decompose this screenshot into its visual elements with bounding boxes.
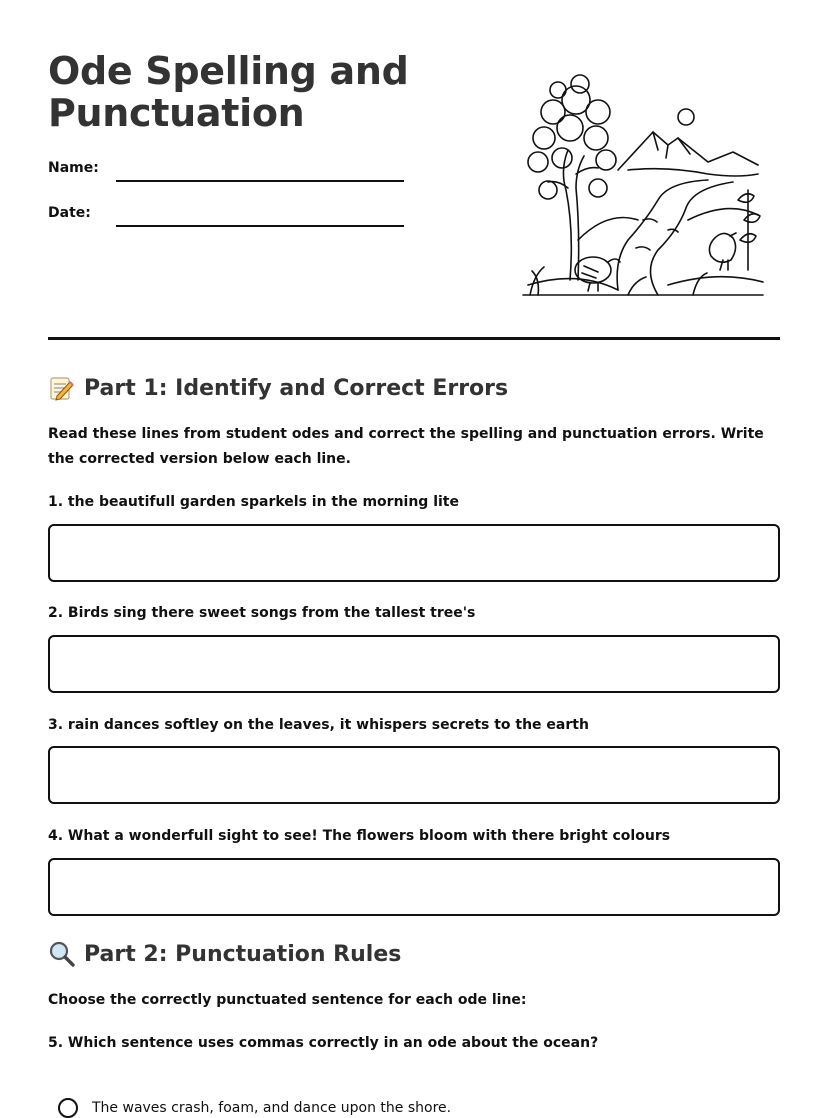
option-5a-label: The waves crash, foam, and dance upon the shore. — [92, 1100, 452, 1116]
header-divider — [48, 337, 780, 340]
question-2: 2. Birds sing there sweet songs from the tallest tree's — [48, 605, 476, 621]
part2-instructions: Choose the correctly punctuated sentence for each ode line: — [48, 992, 527, 1008]
name-input-line[interactable] — [116, 180, 404, 182]
landscape-illustration — [518, 70, 768, 300]
question-4: 4. What a wonderfull sight to see! The flowers bloom with there bright colours — [48, 828, 671, 844]
page-title: Ode Spelling and Punctuation — [48, 49, 409, 135]
part1-heading — [48, 374, 508, 402]
answer-box-2[interactable] — [48, 635, 780, 693]
answer-box-4[interactable] — [48, 858, 780, 916]
date-label: Date: — [48, 205, 91, 221]
question-1: 1. the beautifull garden sparkels in the morning lite — [48, 494, 459, 510]
name-label: Name: — [48, 160, 99, 176]
part2-heading — [48, 940, 401, 968]
option-5a[interactable] — [58, 1098, 451, 1118]
part2-heading-text: Part 2: Punctuation Rules — [84, 941, 402, 967]
part1-instructions: Read these lines from student odes and correct the spelling and punctuation errors. Write the corrected version below each line. — [48, 426, 764, 467]
date-input-line[interactable] — [116, 225, 404, 227]
radio-button[interactable] — [58, 1098, 78, 1118]
part1-heading-text: Part 1: Identify and Correct Errors — [84, 375, 509, 401]
magnifying-glass-icon — [48, 940, 76, 968]
question-3: 3. rain dances softley on the leaves, it whispers secrets to the earth — [48, 717, 589, 733]
question-5: 5. Which sentence uses commas correctly in an ode about the ocean? — [48, 1035, 599, 1051]
answer-box-1[interactable] — [48, 524, 780, 582]
answer-box-3[interactable] — [48, 746, 780, 804]
memo-pencil-icon — [48, 374, 76, 402]
